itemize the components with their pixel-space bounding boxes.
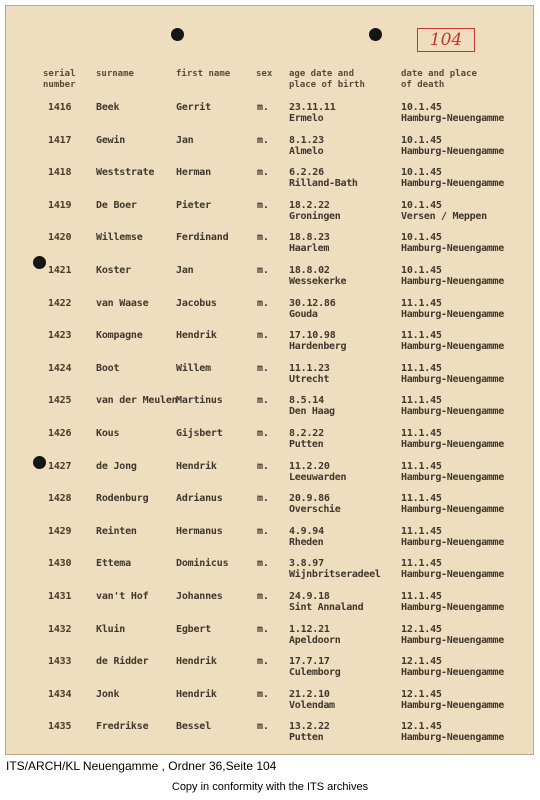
first-name: Johannes (176, 591, 223, 602)
death-place: Hamburg-Neuengamme (401, 667, 504, 679)
table-row (6, 265, 535, 295)
death-date: 10.1.45 (401, 265, 442, 276)
birth-place: Putten (289, 732, 324, 744)
sex: m. (257, 395, 269, 407)
sex: m. (257, 656, 269, 668)
birth-place: Utrecht (289, 373, 330, 385)
death-place: Hamburg-Neuengamme (401, 699, 504, 711)
death-place: Hamburg-Neuengamme (401, 471, 504, 483)
birth-place: Gouda (289, 308, 318, 320)
table-row (6, 721, 535, 751)
serial-number: 1416 (48, 102, 72, 113)
death-place: Hamburg-Neuengamme (401, 602, 504, 613)
header-death: date and place of death (401, 69, 477, 90)
serial-number: 1417 (48, 134, 72, 146)
birth-date: 30.12.86 (289, 297, 336, 309)
death-date: 11.1.45 (401, 460, 442, 472)
first-name: Hendrik (176, 330, 217, 342)
first-name: Martinus (176, 395, 223, 407)
surname: Jonk (96, 688, 120, 700)
serial-number: 1434 (48, 688, 72, 700)
serial-number: 1424 (48, 362, 72, 374)
table-row (6, 656, 535, 686)
first-name: Dominicus (176, 558, 229, 570)
birth-place: Groningen (289, 210, 341, 222)
table-row (6, 135, 535, 165)
sex: m. (257, 591, 269, 602)
surname: de Jong (96, 460, 137, 472)
serial-number: 1419 (48, 199, 72, 211)
death-date: 11.1.45 (401, 525, 442, 537)
birth-date: 23.11.11 (289, 102, 336, 113)
first-name: Hendrik (176, 688, 217, 700)
surname: Weststrate (96, 167, 155, 179)
death-date: 12.1.45 (401, 721, 442, 733)
sex: m. (257, 525, 269, 537)
sex: m. (257, 428, 269, 439)
death-place: Hamburg-Neuengamme (401, 504, 504, 516)
death-date: 11.1.45 (401, 591, 442, 602)
surname: Kluin (96, 623, 126, 635)
table-row (6, 591, 535, 621)
first-name: Willem (176, 362, 211, 374)
birth-place: Ermelo (289, 113, 324, 124)
sex: m. (257, 330, 269, 342)
birth-date: 18.8.23 (289, 232, 330, 244)
table-row (6, 526, 535, 556)
surname: van't Hof (96, 591, 149, 602)
death-date: 10.1.45 (401, 134, 442, 146)
sex: m. (257, 688, 269, 700)
birth-date: 4.9.94 (289, 525, 324, 537)
surname: Koster (96, 265, 131, 276)
serial-number: 1426 (48, 428, 72, 439)
sex: m. (257, 460, 269, 472)
serial-number: 1427 (48, 460, 72, 472)
death-date: 12.1.45 (401, 688, 442, 700)
table-row (6, 232, 535, 262)
conformity-note: Copy in conformity with the ITS archives (171, 781, 369, 793)
table-row (6, 493, 535, 523)
serial-number: 1422 (48, 297, 72, 309)
first-name: Jan (176, 265, 194, 276)
birth-place: Wessekerke (289, 276, 347, 287)
birth-place: Rheden (289, 536, 324, 548)
birth-place: Den Haag (289, 406, 335, 418)
death-place: Hamburg-Neuengamme (401, 178, 504, 190)
death-date: 10.1.45 (401, 102, 442, 113)
serial-number: 1421 (48, 265, 72, 276)
sex: m. (257, 558, 269, 570)
birth-date: 11.1.23 (289, 362, 330, 374)
table-row (6, 461, 535, 491)
surname: Gewin (96, 134, 126, 146)
surname: De Boer (96, 199, 137, 211)
death-date: 11.1.45 (401, 428, 442, 439)
surname: Boot (96, 362, 120, 374)
first-name: Herman (176, 167, 211, 179)
death-place: Hamburg-Neuengamme (401, 536, 504, 548)
death-place: Hamburg-Neuengamme (401, 145, 504, 157)
birth-place: Haarlem (289, 243, 330, 255)
death-place: Hamburg-Neuengamme (401, 406, 504, 418)
first-name: Jan (176, 134, 194, 146)
first-name: Pieter (176, 199, 211, 211)
table-row (6, 102, 535, 132)
death-date: 12.1.45 (401, 656, 442, 668)
birth-date: 24.9.18 (289, 591, 330, 602)
birth-place: Apeldoorn (289, 634, 341, 646)
death-date: 11.1.45 (401, 493, 442, 505)
death-date: 10.1.45 (401, 232, 442, 244)
birth-date: 17.7.17 (289, 656, 330, 668)
surname: Fredrikse (96, 721, 149, 733)
table-row (6, 689, 535, 719)
death-place: Hamburg-Neuengamme (401, 569, 504, 581)
table-row (6, 624, 535, 654)
death-date: 11.1.45 (401, 330, 442, 342)
table-row (6, 330, 535, 360)
first-name: Hendrik (176, 460, 217, 472)
birth-date: 11.2.20 (289, 460, 330, 472)
death-place: Hamburg-Neuengamme (401, 634, 504, 646)
serial-number: 1430 (48, 558, 72, 570)
birth-place: Rilland-Bath (289, 178, 358, 190)
serial-number: 1435 (48, 721, 72, 733)
birth-place: Putten (289, 439, 324, 450)
document-page (5, 5, 534, 755)
serial-number: 1432 (48, 623, 72, 635)
birth-place: Hardenberg (289, 341, 347, 353)
birth-date: 18.8.02 (289, 265, 330, 276)
header-birth: age date and place of birth (289, 69, 365, 90)
punch-hole-top-right (369, 28, 382, 41)
death-place: Versen / Meppen (401, 210, 487, 222)
first-name: Gijsbert (176, 428, 223, 439)
sex: m. (257, 297, 269, 309)
first-name: Gerrit (176, 102, 211, 113)
sex: m. (257, 623, 269, 635)
sex: m. (257, 199, 269, 211)
birth-date: 8.1.23 (289, 134, 324, 146)
table-row (6, 200, 535, 230)
table-row (6, 558, 535, 588)
serial-number: 1420 (48, 232, 72, 244)
page-number-stamp: 104 (417, 28, 475, 52)
surname: Beek (96, 102, 120, 113)
birth-place: Overschie (289, 504, 341, 516)
table-row (6, 298, 535, 328)
death-place: Hamburg-Neuengamme (401, 308, 504, 320)
header-surname: surname (96, 69, 134, 79)
death-place: Hamburg-Neuengamme (401, 341, 504, 353)
death-place: Hamburg-Neuengamme (401, 113, 504, 124)
serial-number: 1429 (48, 525, 72, 537)
birth-place: Culemborg (289, 667, 341, 679)
first-name: Ferdinand (176, 232, 229, 244)
first-name: Hermanus (176, 525, 223, 537)
surname: Ettema (96, 558, 131, 570)
serial-number: 1423 (48, 330, 72, 342)
table-row (6, 395, 535, 425)
birth-date: 20.9.86 (289, 493, 330, 505)
table-row (6, 363, 535, 393)
serial-number: 1425 (48, 395, 72, 407)
header-first-name: first name (176, 69, 231, 79)
birth-date: 18.2.22 (289, 199, 330, 211)
sex: m. (257, 102, 269, 113)
birth-date: 3.8.97 (289, 558, 324, 570)
surname: Kous (96, 428, 120, 439)
death-place: Hamburg-Neuengamme (401, 276, 504, 287)
death-place: Hamburg-Neuengamme (401, 732, 504, 744)
surname: Willemse (96, 232, 143, 244)
serial-number: 1418 (48, 167, 72, 179)
surname: van Waase (96, 297, 149, 309)
birth-date: 13.2.22 (289, 721, 330, 733)
death-place: Hamburg-Neuengamme (401, 439, 504, 450)
punch-hole-top-left (171, 28, 184, 41)
sex: m. (257, 721, 269, 733)
birth-place: Sint Annaland (289, 602, 364, 613)
surname: Reinten (96, 525, 137, 537)
death-place: Hamburg-Neuengamme (401, 373, 504, 385)
surname: Rodenburg (96, 493, 149, 505)
sex: m. (257, 232, 269, 244)
birth-place: Leeuwarden (289, 471, 347, 483)
serial-number: 1428 (48, 493, 72, 505)
surname: de Ridder (96, 656, 149, 668)
birth-date: 8.5.14 (289, 395, 324, 407)
surname: van der Meulen (96, 395, 178, 407)
first-name: Jacobus (176, 297, 217, 309)
death-date: 11.1.45 (401, 395, 442, 407)
death-date: 11.1.45 (401, 297, 442, 309)
death-date: 10.1.45 (401, 167, 442, 179)
birth-place: Wijnbritseradeel (289, 569, 381, 581)
first-name: Egbert (176, 623, 211, 635)
serial-number: 1431 (48, 591, 72, 602)
table-row (6, 428, 535, 458)
death-date: 12.1.45 (401, 623, 442, 635)
death-date: 11.1.45 (401, 558, 442, 570)
birth-date: 6.2.26 (289, 167, 324, 179)
sex: m. (257, 167, 269, 179)
sex: m. (257, 134, 269, 146)
birth-place: Almelo (289, 145, 324, 157)
surname: Kompagne (96, 330, 143, 342)
archive-reference: ITS/ARCH/KL Neuengamme , Ordner 36,Seite 104 (6, 759, 277, 773)
birth-date: 17.10.98 (289, 330, 336, 342)
death-place: Hamburg-Neuengamme (401, 243, 504, 255)
sex: m. (257, 265, 269, 276)
table-row (6, 167, 535, 197)
birth-date: 8.2.22 (289, 428, 324, 439)
birth-place: Volendam (289, 699, 335, 711)
birth-date: 1.12.21 (289, 623, 330, 635)
header-serial: serial number (43, 69, 76, 90)
first-name: Bessel (176, 721, 211, 733)
serial-number: 1433 (48, 656, 72, 668)
sex: m. (257, 362, 269, 374)
death-date: 10.1.45 (401, 199, 442, 211)
sex: m. (257, 493, 269, 505)
first-name: Hendrik (176, 656, 217, 668)
birth-date: 21.2.10 (289, 688, 330, 700)
death-date: 11.1.45 (401, 362, 442, 374)
first-name: Adrianus (176, 493, 223, 505)
header-sex: sex (256, 69, 273, 79)
